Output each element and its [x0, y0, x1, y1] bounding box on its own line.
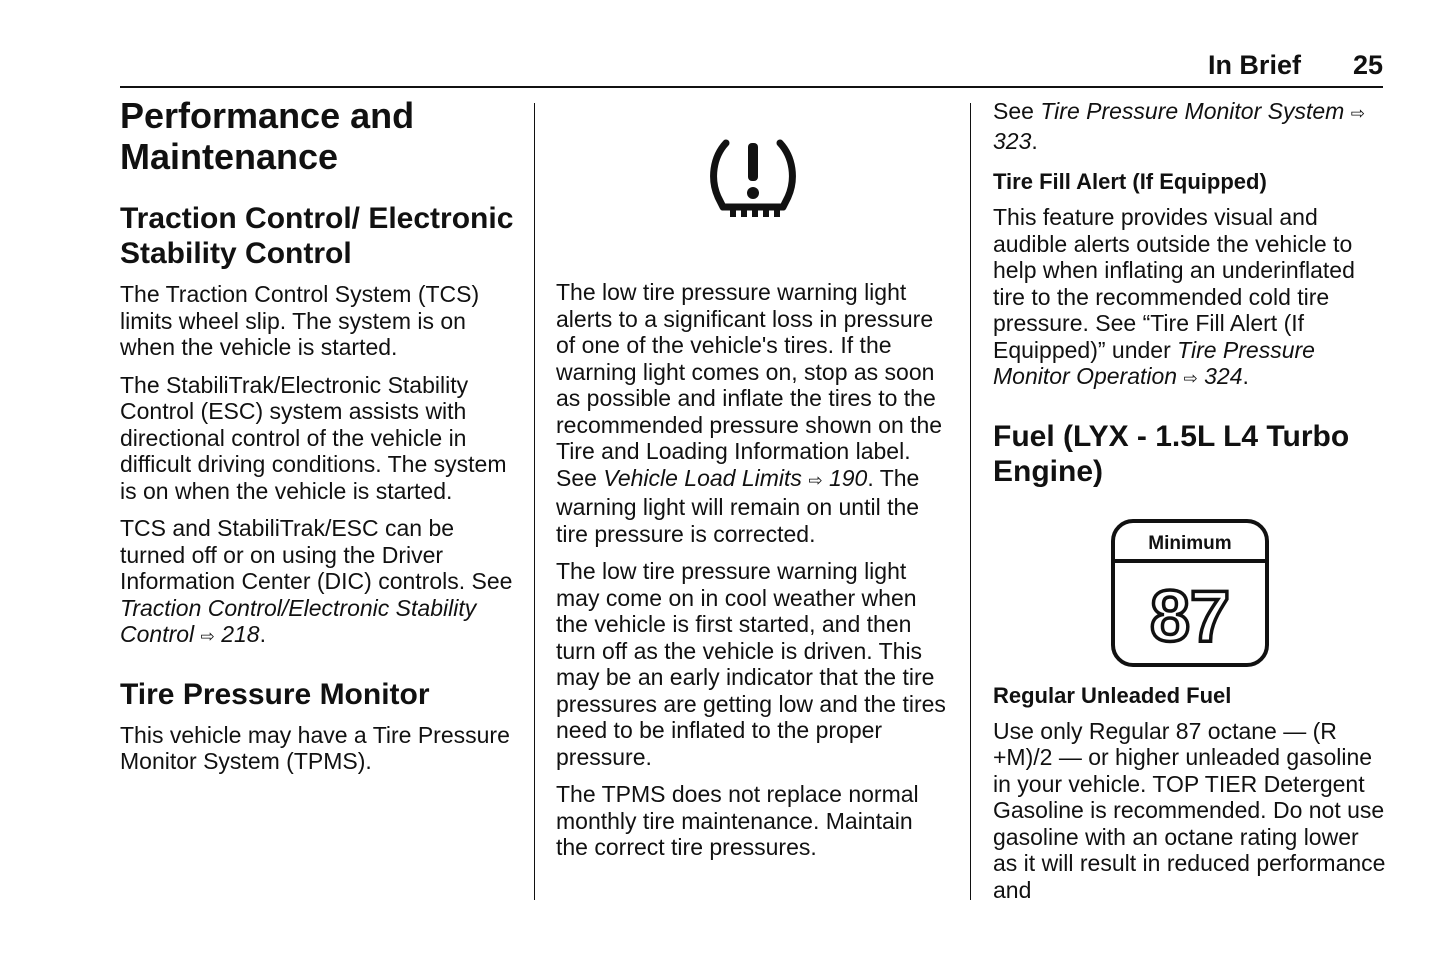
column-divider-2: [970, 103, 971, 900]
period: .: [1031, 127, 1038, 154]
regular-unleaded-paragraph: Use only Regular 87 octane — (R +M)/2 — or higher unleaded gasoline in your vehicle. TOP TIER Detergent Gasoline is recommended. Do not use gasoline with an octane rating lower as it will result in reduced performance and: [993, 717, 1386, 903]
page-ref-arrow-icon: ⇨: [200, 627, 215, 646]
tcs-paragraph-3-text: TCS and StabiliTrak/ESC can be turned off or on using the Driver Information Center (DIC) controls. See: [120, 515, 513, 594]
octane-label-graphic: [1111, 519, 1269, 667]
page-number: 25: [1352, 50, 1383, 80]
column-divider-1: [534, 103, 535, 900]
tpms-paragraph-1-text: The low tire pressure warning light alerts to a significant loss in pressure of one of the vehicle's tires. If the warning light comes on, stop as soon as possible and inflate the tires to the recommended pressure shown on the Tire and Loading Information label. See: [556, 279, 943, 491]
tpms-operation-ref-page[interactable]: 324: [1204, 363, 1243, 389]
tpms-paragraph-1: [556, 279, 951, 547]
header-rule: [120, 86, 1383, 88]
page-ref-arrow-icon: ⇨: [808, 470, 823, 490]
see-text: See: [993, 98, 1034, 124]
column-1: [120, 95, 515, 786]
load-limits-cross-reference[interactable]: [603, 465, 867, 491]
page-header: [1208, 50, 1383, 81]
load-limits-ref-page[interactable]: 190: [828, 464, 868, 491]
tire-pressure-warning-symbol: [710, 133, 796, 223]
tpms-paragraph-1-tail: The warning light will remain on until the tire pressure is corrected.: [556, 464, 920, 547]
minimum-octane-label-icon: [1111, 519, 1388, 672]
tpms-ref-title[interactable]: Tire Pressure Monitor System: [1040, 98, 1345, 124]
section-title: Performance and Maintenance: [120, 95, 415, 177]
page-ref-arrow-icon: ⇨: [1183, 369, 1198, 388]
tcs-ref-page[interactable]: 218: [221, 621, 260, 647]
period: .: [1242, 363, 1249, 389]
header-section-title: In Brief: [1207, 50, 1301, 80]
tpms-ref-page[interactable]: 323: [993, 127, 1032, 154]
tire-fill-alert-heading: Tire Fill Alert (If Equipped): [993, 169, 1267, 194]
regular-unleaded-heading: Regular Unleaded Fuel: [993, 682, 1232, 708]
fuel-heading: Fuel (LYX - 1.5L L4 Turbo Engine): [993, 419, 1350, 488]
tire-pressure-warning-icon: [554, 133, 951, 223]
tpms-paragraph-3: The TPMS does not replace normal monthly tire maintenance. Maintain the correct tire pressures.: [556, 781, 919, 860]
tcs-paragraph-3: [120, 515, 515, 651]
column-3: [993, 98, 1388, 914]
column-2: [556, 95, 951, 872]
tpm-paragraph: This vehicle may have a Tire Pressure Monitor System (TPMS).: [120, 721, 510, 774]
octane-label-number: 87: [1149, 576, 1231, 657]
tpms-cross-reference[interactable]: [993, 98, 1365, 154]
load-limits-ref-title[interactable]: Vehicle Load Limits: [603, 464, 802, 491]
tcs-heading: Traction Control/ Electronic Stability Control: [120, 202, 514, 270]
page-ref-arrow-icon: ⇨: [1350, 104, 1365, 123]
tpms-see-also: [993, 98, 1388, 154]
tire-fill-alert-paragraph: [993, 204, 1388, 393]
tire-fill-alert-text: This feature provides visual and audible alerts outside the vehicle to help when inflating an underinflated tire to the recommended cold tire pressure. See “Tire Fill Alert (If Equipped)” under: [993, 204, 1355, 363]
tcs-paragraph-1: The Traction Control System (TCS) limits wheel slip. The system is on when the vehicle is started.: [120, 281, 480, 360]
tcs-paragraph-2: The StabiliTrak/Electronic Stability Control (ESC) system assists with directional control of the vehicle in difficult driving conditions. The system is on when the vehicle is started.: [120, 371, 507, 504]
tpms-paragraph-2: The low tire pressure warning light may come on in cool weather when the vehicle is first started, and then turn off as the vehicle is driven. This may be an early indicator that the tire pressures are getting low and the tires need to be inflated to the proper pressure.: [556, 558, 946, 770]
tcs-ref-title[interactable]: Traction Control/Electronic Stability Control: [120, 594, 477, 647]
octane-label-minimum: Minimum: [1148, 532, 1232, 554]
tpms-operation-ref-title[interactable]: Tire Pressure Monitor Operation: [993, 336, 1315, 389]
tcs-cross-reference[interactable]: [120, 595, 476, 648]
period: .: [867, 464, 874, 491]
tpm-heading: Tire Pressure Monitor: [120, 677, 430, 711]
period: .: [259, 621, 266, 647]
